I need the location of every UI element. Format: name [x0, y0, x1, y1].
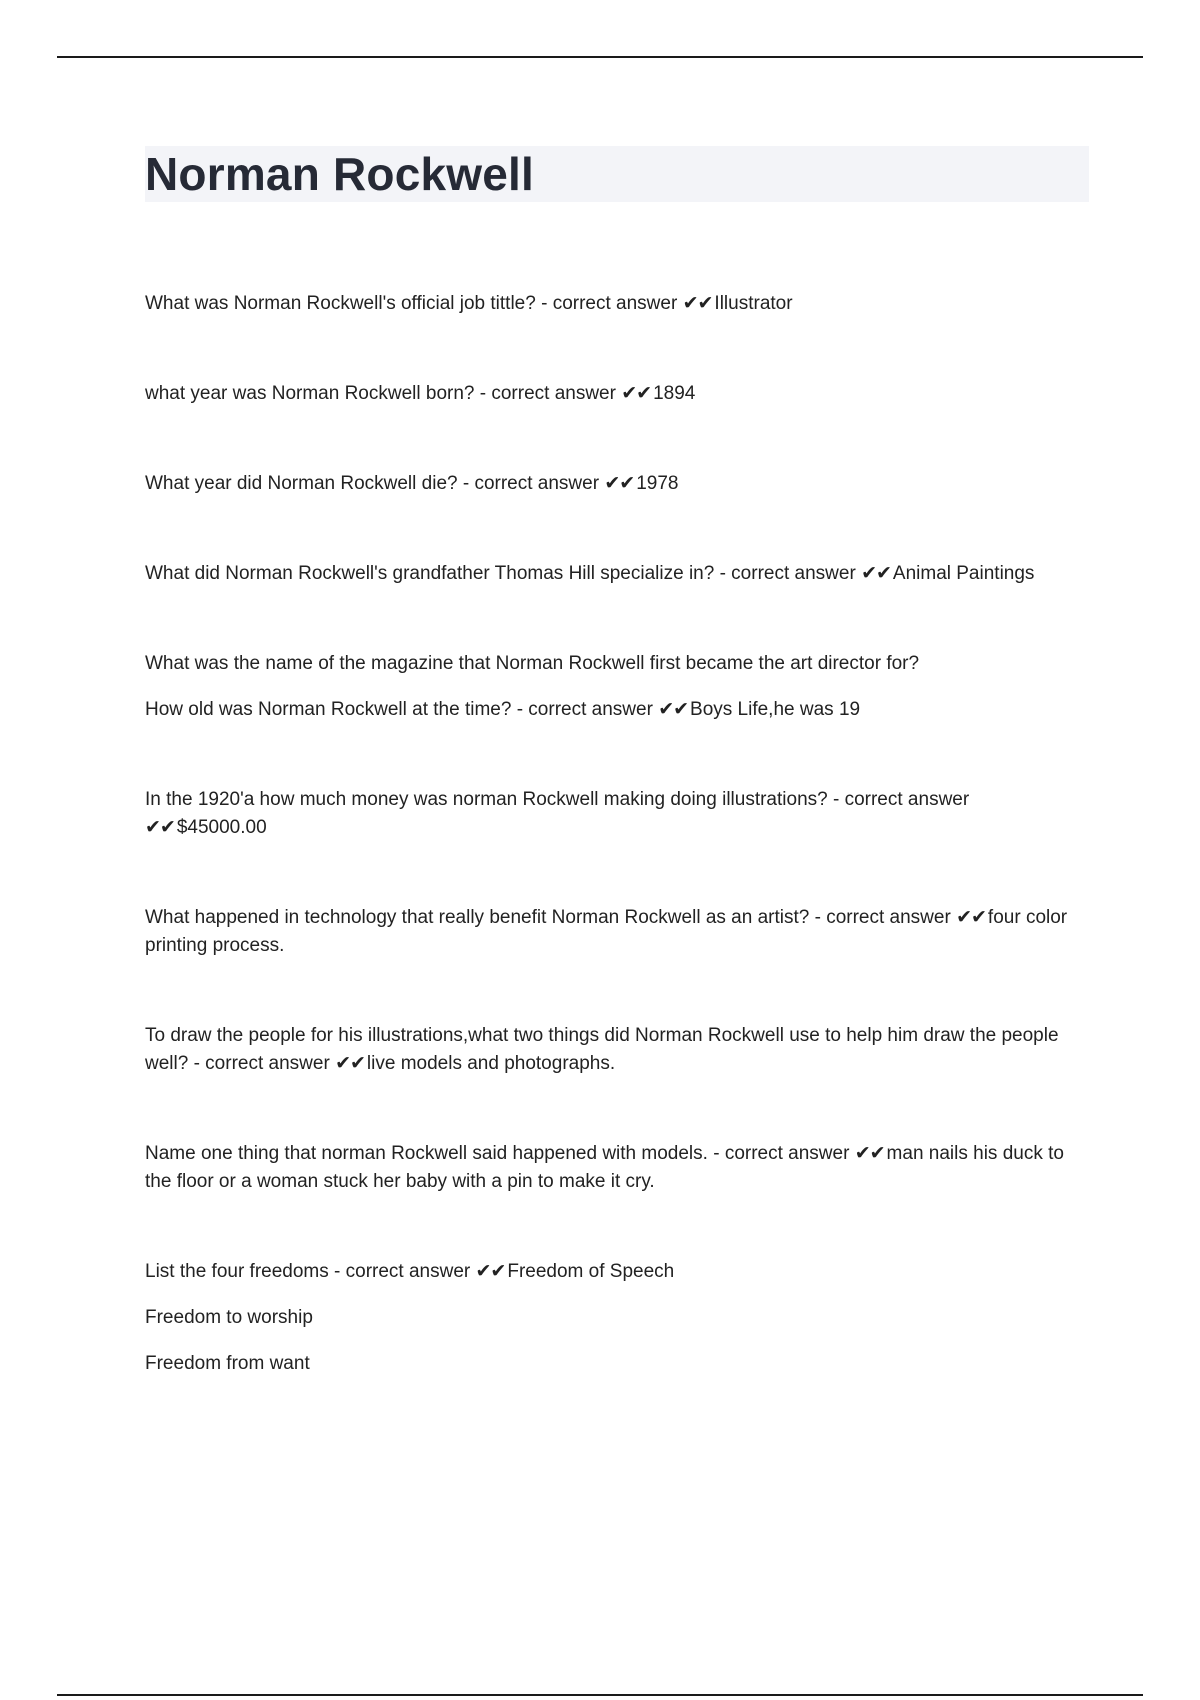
check-icon: ✔✔: [335, 1053, 365, 1074]
check-icon: ✔✔: [604, 473, 635, 494]
answer-text: $45000.00: [176, 817, 267, 838]
qa-text: [145, 904, 1089, 960]
qa-text: [145, 696, 1089, 724]
qa-item: [145, 470, 1089, 498]
qa-text: [145, 470, 1089, 498]
top-divider: [57, 56, 1143, 58]
answer-text: Animal Paintings: [892, 563, 1035, 584]
answer-text: live models and photographs.: [366, 1053, 616, 1074]
document-body: [145, 146, 1089, 1440]
question-text: what year was Norman Rockwell born? - correct answer: [145, 383, 622, 404]
qa-item: [145, 1140, 1089, 1196]
answer-line: Freedom from want: [145, 1353, 310, 1374]
check-icon: ✔✔: [861, 563, 891, 584]
qa-item: [145, 380, 1089, 408]
qa-text: [145, 1258, 1089, 1286]
qa-item: [145, 650, 1089, 724]
check-icon: ✔✔: [854, 1143, 885, 1164]
qa-item: [145, 1022, 1089, 1078]
check-icon: ✔✔: [145, 817, 175, 838]
answer-text: Freedom of Speech: [507, 1261, 675, 1282]
qa-item: [145, 560, 1089, 588]
question-text: What was Norman Rockwell's official job tittle? - correct answer: [145, 293, 683, 314]
answer-text: four color printing process.: [145, 907, 1068, 956]
qa-text: [145, 1140, 1089, 1196]
question-text: What year did Norman Rockwell die? - correct answer: [145, 473, 605, 494]
qa-text: [145, 560, 1089, 588]
qa-item: [145, 1258, 1089, 1378]
qa-text: [145, 290, 1089, 318]
answer-text: Boys Life,he was 19: [690, 699, 861, 720]
question-text: What happened in technology that really benefit Norman Rockwell as an artist? - correct answer: [145, 907, 957, 928]
qa-text: [145, 786, 1089, 842]
answer-line: Freedom to worship: [145, 1307, 313, 1328]
question-text: What did Norman Rockwell's grandfather Thomas Hill specialize in? - correct answer: [145, 563, 862, 584]
qa-list: [145, 290, 1089, 1378]
answer-text: 1978: [636, 473, 679, 494]
question-text: To draw the people for his illustrations,what two things did Norman Rockwell use to help him draw the people well? - correct answer: [145, 1025, 1059, 1074]
title-banner: [145, 146, 1089, 202]
bottom-divider: [57, 1694, 1143, 1696]
question-text: List the four freedoms - correct answer: [145, 1261, 476, 1282]
qa-text: [145, 1022, 1089, 1078]
answer-text: 1894: [653, 383, 696, 404]
check-icon: ✔✔: [621, 383, 652, 404]
qa-item: [145, 290, 1089, 318]
check-icon: ✔✔: [956, 907, 986, 928]
question-line: What was the name of the magazine that Norman Rockwell first became the art director for?: [145, 653, 920, 674]
answer-text: Illustrator: [714, 293, 793, 314]
check-icon: ✔✔: [658, 699, 689, 720]
question-text: How old was Norman Rockwell at the time? - correct answer: [145, 699, 659, 720]
page-title: Norman Rockwell: [145, 148, 534, 200]
answer-text: man nails his duck to the floor or a woman stuck her baby with a pin to make it cry.: [145, 1143, 1064, 1192]
qa-item: [145, 904, 1089, 960]
question-text: In the 1920'a how much money was norman Rockwell making doing illustrations? - correct answer: [145, 789, 970, 810]
qa-text: [145, 380, 1089, 408]
check-icon: ✔✔: [682, 293, 713, 314]
qa-item: [145, 786, 1089, 842]
question-text: Name one thing that norman Rockwell said happened with models. - correct answer: [145, 1143, 855, 1164]
check-icon: ✔✔: [475, 1261, 506, 1282]
